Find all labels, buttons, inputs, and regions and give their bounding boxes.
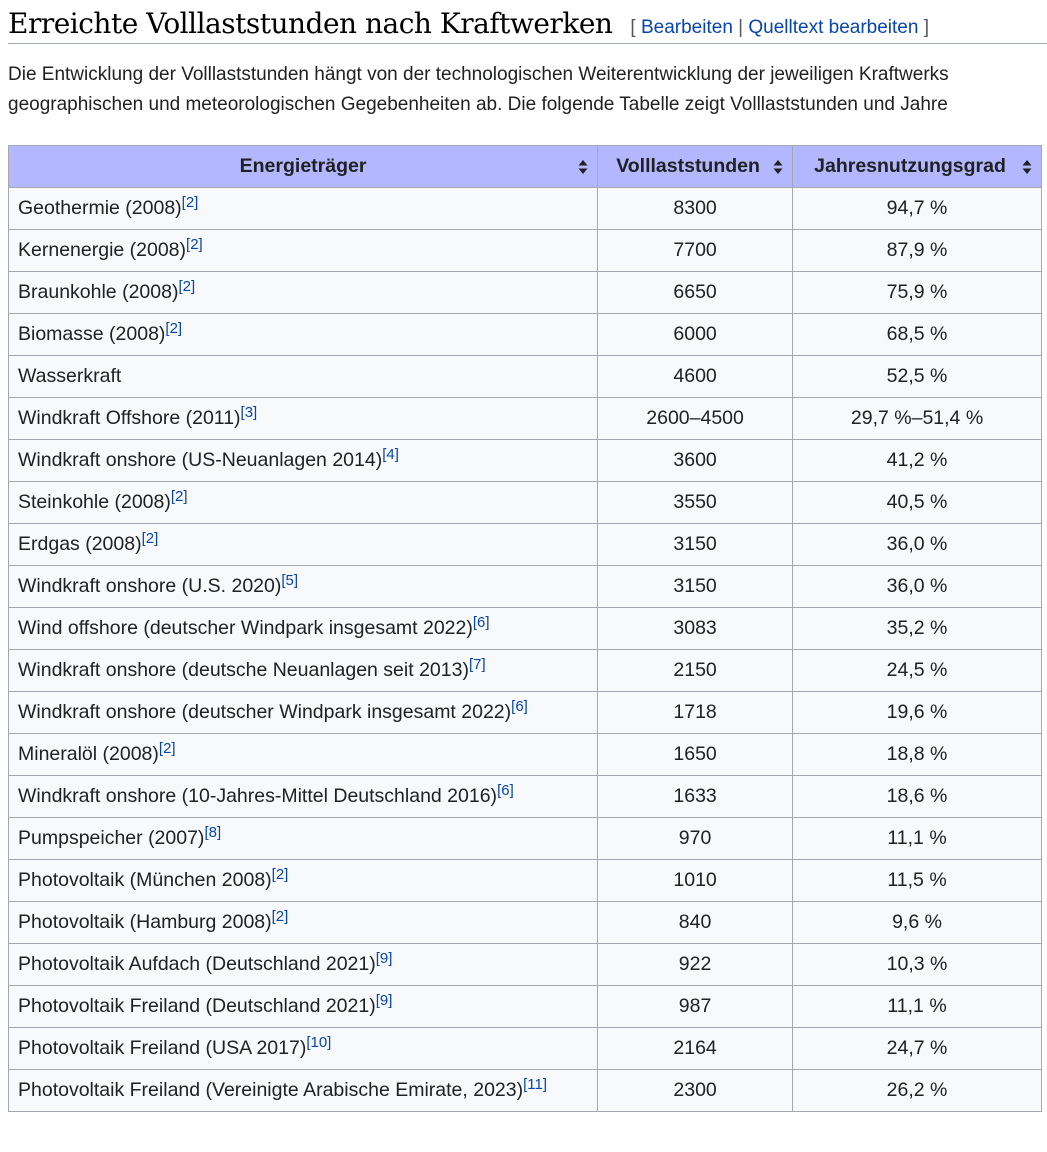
energietraeger-name: Windkraft onshore (U.S. 2020) (18, 575, 282, 597)
cell-jahresnutzungsgrad: 18,6 % (793, 776, 1042, 818)
cell-energietraeger (9, 398, 598, 440)
cell-energietraeger (9, 356, 598, 398)
reference-sup (497, 782, 514, 799)
cell-volllaststunden: 3150 (598, 566, 793, 608)
table-row (9, 902, 1042, 944)
table-row (9, 314, 1042, 356)
reference-sup (241, 404, 258, 421)
table-header-row (9, 146, 1042, 188)
table-row (9, 818, 1042, 860)
cell-volllaststunden: 922 (598, 944, 793, 986)
reference-link[interactable]: [11] (523, 1076, 548, 1093)
energietraeger-name: Windkraft onshore (deutsche Neuanlagen seit 2013) (18, 659, 469, 681)
reference-link[interactable]: [5] (281, 572, 299, 589)
energietraeger-name: Pumpspeicher (2007) (18, 827, 205, 849)
cell-volllaststunden: 3600 (598, 440, 793, 482)
section-title: Erreichte Volllaststunden nach Kraftwerken (8, 7, 613, 40)
cell-volllaststunden: 6000 (598, 314, 793, 356)
energietraeger-name: Kernenergie (2008) (18, 239, 187, 261)
cell-volllaststunden: 2150 (598, 650, 793, 692)
energietraeger-name: Steinkohle (2008) (18, 491, 171, 513)
table-row (9, 230, 1042, 272)
reference-link[interactable]: [2] (141, 530, 159, 547)
reference-sup (165, 320, 182, 337)
cell-energietraeger (9, 650, 598, 692)
intro-paragraph (8, 60, 1047, 120)
reference-sup (473, 614, 490, 631)
reference-link[interactable]: [9] (375, 950, 393, 967)
cell-volllaststunden: 840 (598, 902, 793, 944)
energietraeger-name: Erdgas (2008) (18, 533, 142, 555)
energietraeger-name: Braunkohle (2008) (18, 281, 179, 303)
reference-link[interactable]: [10] (306, 1034, 332, 1051)
reference-link[interactable]: [2] (271, 866, 289, 883)
reference-sup (523, 1076, 547, 1093)
cell-energietraeger (9, 524, 598, 566)
cell-jahresnutzungsgrad: 11,1 % (793, 818, 1042, 860)
cell-jahresnutzungsgrad: 29,7 %–51,4 % (793, 398, 1042, 440)
table-row (9, 356, 1042, 398)
reference-link[interactable]: [4] (382, 446, 399, 463)
cell-jahresnutzungsgrad: 11,5 % (793, 860, 1042, 902)
sort-arrows-icon[interactable] (1022, 159, 1032, 175)
cell-energietraeger (9, 1070, 598, 1112)
cell-energietraeger (9, 902, 598, 944)
cell-jahresnutzungsgrad: 52,5 % (793, 356, 1042, 398)
cell-jahresnutzungsgrad: 19,6 % (793, 692, 1042, 734)
reference-link[interactable]: [7] (468, 656, 486, 673)
energietraeger-name: Windkraft onshore (deutscher Windpark insgesamt 2022) (18, 701, 512, 723)
cell-energietraeger (9, 230, 598, 272)
volllaststunden-table (8, 145, 1042, 1112)
table-row (9, 398, 1042, 440)
reference-sup (376, 992, 393, 1009)
cell-jahresnutzungsgrad: 41,2 % (793, 440, 1042, 482)
cell-volllaststunden: 1650 (598, 734, 793, 776)
energietraeger-name: Photovoltaik Freiland (Deutschland 2021) (18, 995, 376, 1017)
reference-link[interactable]: [6] (472, 614, 490, 631)
reference-sup (142, 530, 159, 547)
source-edit-link[interactable]: Quelltext bearbeiten (748, 17, 919, 38)
reference-sup (469, 656, 486, 673)
reference-link[interactable]: [2] (165, 320, 183, 337)
column-header-label: Jahresnutzungsgrad (814, 155, 1006, 177)
reference-sup (178, 278, 195, 295)
cell-energietraeger (9, 860, 598, 902)
reference-sup (281, 572, 298, 589)
cell-volllaststunden: 2164 (598, 1028, 793, 1070)
table-row (9, 1028, 1042, 1070)
cell-energietraeger (9, 1028, 598, 1070)
table-row (9, 272, 1042, 314)
cell-energietraeger (9, 776, 598, 818)
cell-volllaststunden: 1718 (598, 692, 793, 734)
cell-jahresnutzungsgrad: 10,3 % (793, 944, 1042, 986)
intro-line-2: geographischen und meteorologischen Gegebenheiten ab. Die folgende Tabelle zeigt Volllaststunden und Jahre (8, 94, 948, 115)
table-row (9, 1070, 1042, 1112)
table-row (9, 776, 1042, 818)
cell-jahresnutzungsgrad: 94,7 % (793, 188, 1042, 230)
reference-sup (159, 740, 176, 757)
reference-sup (204, 824, 221, 841)
reference-link[interactable]: [2] (170, 488, 188, 505)
column-header-volllaststunden[interactable] (598, 146, 793, 188)
cell-jahresnutzungsgrad: 68,5 % (793, 314, 1042, 356)
section-heading (8, 0, 1047, 44)
reference-sup (182, 194, 199, 211)
energietraeger-name: Wind offshore (deutscher Windpark insgesamt 2022) (18, 617, 473, 639)
reference-link[interactable]: [9] (375, 992, 393, 1009)
column-header-label: Volllaststunden (616, 155, 760, 177)
table-row (9, 860, 1042, 902)
reference-link[interactable]: [6] (497, 782, 514, 799)
table-row (9, 734, 1042, 776)
table-row (9, 566, 1042, 608)
cell-energietraeger (9, 188, 598, 230)
cell-energietraeger (9, 608, 598, 650)
cell-jahresnutzungsgrad: 24,7 % (793, 1028, 1042, 1070)
cell-volllaststunden: 3150 (598, 524, 793, 566)
table-row (9, 986, 1042, 1028)
table-row (9, 482, 1042, 524)
cell-volllaststunden: 2300 (598, 1070, 793, 1112)
reference-sup (186, 236, 203, 253)
sort-arrows-icon[interactable] (578, 159, 588, 175)
table-body (9, 188, 1042, 1112)
table-row (9, 524, 1042, 566)
cell-jahresnutzungsgrad: 36,0 % (793, 566, 1042, 608)
reference-sup (171, 488, 188, 505)
reference-sup (272, 908, 289, 925)
cell-jahresnutzungsgrad: 24,5 % (793, 650, 1042, 692)
page-content (8, 0, 1047, 1101)
column-header-jahresnutzungsgrad[interactable] (793, 146, 1042, 188)
reference-link[interactable]: [3] (240, 404, 258, 421)
cell-jahresnutzungsgrad: 18,8 % (793, 734, 1042, 776)
energietraeger-name: Windkraft onshore (US-Neuanlagen 2014) (18, 449, 383, 471)
reference-link[interactable]: [2] (178, 278, 196, 295)
edit-separator: | (738, 17, 744, 38)
energietraeger-name: Biomasse (2008) (18, 323, 166, 345)
cell-energietraeger (9, 272, 598, 314)
column-header-energietraeger[interactable] (9, 146, 598, 188)
energietraeger-name: Mineralöl (2008) (18, 743, 159, 765)
reference-sup (376, 950, 393, 967)
cell-jahresnutzungsgrad: 40,5 % (793, 482, 1042, 524)
bracket-close: ] (923, 17, 930, 38)
energietraeger-name: Windkraft Offshore (2011) (18, 407, 241, 429)
cell-jahresnutzungsgrad: 36,0 % (793, 524, 1042, 566)
cell-jahresnutzungsgrad: 26,2 % (793, 1070, 1042, 1112)
energietraeger-name: Photovoltaik (Hamburg 2008) (18, 911, 272, 933)
cell-energietraeger (9, 692, 598, 734)
energietraeger-name: Windkraft onshore (10-Jahres-Mittel Deutschland 2016) (18, 785, 498, 807)
energietraeger-name: Photovoltaik Freiland (USA 2017) (18, 1037, 307, 1059)
cell-jahresnutzungsgrad: 11,1 % (793, 986, 1042, 1028)
reference-link[interactable]: [2] (186, 236, 203, 253)
cell-volllaststunden: 970 (598, 818, 793, 860)
table-row (9, 944, 1042, 986)
cell-jahresnutzungsgrad: 35,2 % (793, 608, 1042, 650)
cell-energietraeger (9, 440, 598, 482)
reference-link[interactable]: [2] (181, 194, 199, 211)
cell-energietraeger (9, 818, 598, 860)
cell-jahresnutzungsgrad: 9,6 % (793, 902, 1042, 944)
sort-arrows-icon[interactable] (773, 159, 783, 175)
cell-jahresnutzungsgrad: 87,9 % (793, 230, 1042, 272)
energietraeger-name: Photovoltaik (München 2008) (18, 869, 272, 891)
cell-energietraeger (9, 734, 598, 776)
reference-sup (511, 698, 528, 715)
cell-energietraeger (9, 482, 598, 524)
cell-volllaststunden: 1633 (598, 776, 793, 818)
table-row (9, 440, 1042, 482)
intro-line-1: Die Entwicklung der Volllaststunden hängt von der technologischen Weiterentwicklung der jeweiligen Kraftwerks (8, 64, 949, 85)
reference-link[interactable]: [2] (158, 740, 176, 757)
cell-volllaststunden: 6650 (598, 272, 793, 314)
cell-energietraeger (9, 566, 598, 608)
cell-jahresnutzungsgrad: 75,9 % (793, 272, 1042, 314)
energietraeger-name: Geothermie (2008) (18, 197, 182, 219)
table-row (9, 650, 1042, 692)
table-row (9, 608, 1042, 650)
energietraeger-name: Photovoltaik Aufdach (Deutschland 2021) (18, 953, 376, 975)
column-header-label: Energieträger (239, 155, 367, 177)
energietraeger-name: Photovoltaik Freiland (Vereinigte Arabische Emirate, 2023) (18, 1079, 524, 1101)
table-row (9, 188, 1042, 230)
table-row (9, 692, 1042, 734)
cell-volllaststunden: 4600 (598, 356, 793, 398)
cell-volllaststunden: 3083 (598, 608, 793, 650)
reference-sup (272, 866, 289, 883)
energietraeger-name: Wasserkraft (18, 365, 122, 387)
cell-volllaststunden: 7700 (598, 230, 793, 272)
reference-sup (382, 446, 399, 463)
cell-energietraeger (9, 986, 598, 1028)
reference-link[interactable]: [6] (511, 698, 528, 715)
bracket-open: [ (630, 17, 636, 38)
reference-link[interactable]: [2] (271, 908, 289, 925)
reference-link[interactable]: [8] (204, 824, 222, 841)
reference-sup (306, 1034, 331, 1051)
edit-section-links (630, 17, 929, 39)
edit-link[interactable]: Bearbeiten (640, 17, 733, 38)
cell-volllaststunden: 1010 (598, 860, 793, 902)
cell-energietraeger (9, 314, 598, 356)
cell-volllaststunden: 8300 (598, 188, 793, 230)
cell-energietraeger (9, 944, 598, 986)
cell-volllaststunden: 3550 (598, 482, 793, 524)
cell-volllaststunden: 987 (598, 986, 793, 1028)
cell-volllaststunden: 2600–4500 (598, 398, 793, 440)
